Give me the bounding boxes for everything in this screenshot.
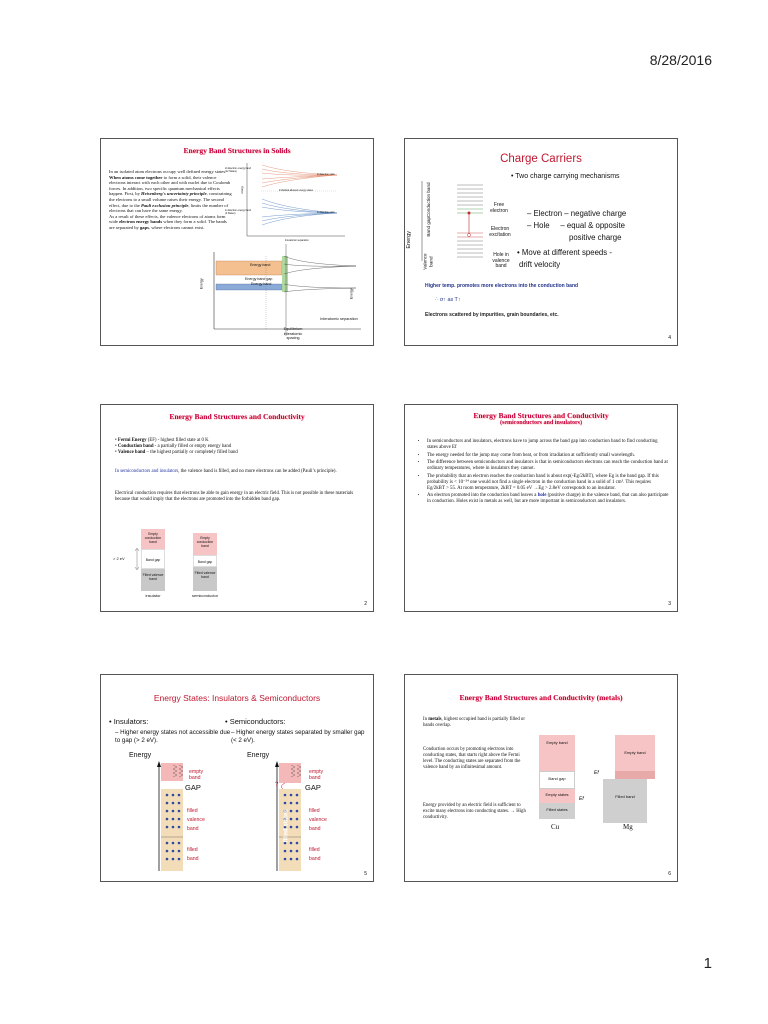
sigma-line: ∴ σ↑ as T↑ [435,297,461,303]
mg-empty-band: Empty band [615,735,655,779]
slide-title: Energy Band Structures and Conductivity (metals) [459,693,623,702]
label-energy-axis: Energy [199,278,204,290]
label-equilibrium: Equilibrium interatomic spacing [283,327,303,341]
metals-paragraph-2: Conduction occurs by promoting electrons into conducting states, that starts right above the Fermi level. The conducting states are separated from the valence band by an infinitesimal amount. [423,747,521,770]
filled-band-label-2: filled band [309,847,321,862]
move-line-2: drift velocity [519,260,561,269]
semi-band-gap: Band gap [193,555,217,567]
bullet-list [419,439,669,507]
insulators-sub: – Higher energy states not accessible due to gap (> 2 eV). [115,729,231,744]
slide-title: Energy Band Structures and Conductivity [169,412,305,421]
label-semiconductor: semiconductor [191,593,218,598]
label-gt-2ev: > 2 eV [113,556,125,561]
slide-charge-carriers [404,138,678,346]
filled-states-label: filled states [283,809,290,843]
cu-label: Cu [551,823,560,831]
label-energy-small: Energy [240,186,244,194]
slide-energy-band-structures-solids [100,138,374,346]
label-band-gap: Band gap [426,216,432,237]
empty-band-label-2: empty band [309,769,324,781]
scatter-line: Electrons scattered by impurities, grain boundaries, etc. [425,312,559,318]
bullet-5: • An electron promoted into the conduction band leaves a hole (positive charge) in the valence band, that can also participate in conduction. Holes exist in metals as well, but are more important in semiconductors and insulators. [427,493,669,505]
energy-label-1: Energy [129,752,152,759]
bullet-4: • The probability that an electron reaches the conduction band is about exp(-Eg/2kBT), where Eg is the band gap. If this probability is < 10⁻²⁴ one would not find a single electron in the conduction band in a solid of 1 cm³. This requires Eg/2kBT > 55. At room temperature, 2kBT = 0.05 eV →Eg > 2.8eV corresponds to an insulator. [427,474,669,492]
slide-number: 4 [668,335,671,341]
mg-label: Mg [623,823,633,831]
bullet-two-mechanisms: • Two charge carrying mechanisms [511,173,620,180]
slide-band-structures-conductivity [100,404,374,612]
gap-arrow [133,547,141,571]
label-valence-band: Valence band [422,253,433,270]
question-mark: ? [275,782,279,788]
insulator-filled-band: Filled valence band [141,569,165,591]
mg-overlap [615,771,655,779]
label-energy-band: Energy band [250,263,271,267]
paragraph-1: In semiconductors and insulators, the valence band is filled, and no more electrons can be added (Pauli’s principle). [115,469,337,474]
label-1s-band: 1s Electron energy band (2 States) [225,209,251,215]
move-line: • Move at different speeds - [517,248,612,257]
slide-title: Charge Carriers [500,153,582,165]
slide-title: Energy Band Structures and Conductivity [473,411,609,420]
label-energy-axis-2: Energy [349,288,354,300]
label-conduction-band: Conduction band [426,182,432,218]
slide-energy-states [100,674,374,882]
semiconductors-sub: – Higher energy states separated by smaller gap (< 2 eV). [231,729,365,744]
label-2s-state: 2s Electron state [317,173,335,176]
hole-line-2: positive charge [569,233,622,242]
label-free-electron: Free electron [490,202,508,214]
cu-fermi-level: Ef [579,796,584,802]
mg-fermi-level: Ef [594,770,599,776]
label-energy: Energy [406,230,413,249]
electron-line: – Electron – negative charge [527,209,627,218]
slide-number: 6 [668,871,671,877]
empty-band-label-1: empty band [189,769,204,781]
filled-band-label-1: filled band [187,847,199,862]
mg-filled-band: Filled band [603,779,647,823]
label-interatomic-small: Interatomic separation [285,239,309,242]
cu-empty-states: Empty states [539,789,575,803]
label-insulator: insulator [145,593,161,598]
slide-number: 3 [668,601,671,607]
bullet-1: • In semiconductors and insulators, electrons have to jump across the band gap into conduction band to find conducting states above Ef [427,439,669,451]
label-individual-states: Individual allowed energy states [279,189,313,192]
semi-empty-band: Empty conduction band [193,533,217,555]
metals-paragraph-3: Energy provided by an electric field is sufficient to excite many electrons into conducting states. → High conductivity. [423,803,526,820]
slide-number: 5 [364,871,367,877]
slide-subtitle: (semiconductors and insulators) [499,420,582,426]
semi-filled-band: Filled valence band [193,567,217,591]
paragraph-2: Electrical conduction requires that electrons be able to gain energy in an electric field. This is not possible in these materials because that would imply that the electrons are promoted into the forbidden band gap. [115,491,354,502]
bullet-2: • The energy needed for the jump may come from heat, or from irradiation at sufficiently small wavelength. [427,453,669,459]
energy-label-2: Energy [247,752,270,759]
gap-label-1: GAP [185,783,201,792]
slide-title: Energy States: Insulators & Semiconductors [153,693,321,703]
label-hole-valence: Hole in valence band [492,252,510,270]
filled-valence-label-1: filled valence band [187,808,205,832]
page-number: 1 [703,955,712,972]
cu-empty-band: Empty band [539,735,575,771]
definitions-list: • Fermi Energy (EF) - highest filled state at 0 K • Conduction band - a partially filled or empty energy band • Valence band – the highest partially or completely filled band [115,438,238,455]
cu-band-gap: Band gap [539,771,575,789]
label-energy-band-2: Energy band [251,282,272,286]
bullet-3: • The difference between semiconductors and insulators is that in semiconductors electrons can reach the conduction band at ordinary temperatures, where in insulators they cannot. [427,460,669,472]
slide-conductivity-metals [404,674,678,882]
label-1s-state: 1s Electron state [317,211,335,214]
label-electron-excitation: Electron excïtation [489,226,511,238]
label-2s-band: 2s Electron energy band (12 States) [225,167,251,173]
insulator-empty-band: Empty conduction band [141,529,165,549]
insulators-heading: • Insulators: [109,717,149,726]
slide-number: 2 [364,601,367,607]
label-energy-band-gap: Energy band gap [245,277,273,281]
slide-title: Energy Band Structures in Solids [183,146,291,155]
semiconductors-heading: • Semiconductors: [225,717,286,726]
metals-paragraph-1: In metals, highest occupied band is partially filled or bands overlap. [423,717,525,728]
filled-valence-label-2: filled valence band [309,808,327,832]
hole-line: – Hole – equal & opposite [527,221,625,230]
gap-label-2: GAP [305,783,321,792]
slide-semiconductors-insulators [404,404,678,612]
slide-body-text: In an isolated atom electrons occupy well defined energy states When atoms come together to form a solid, their valence electrons interact with each other and with nuclei due to Coulomb forces. In addition, two specific quantum mechanical effects happen. First, by Heisenberg's uncertainty principle, constraining the electrons to a small volume raises their energy. The second effect, due to the Pauli exclusion principle, limits the number of electrons that can have the same energy. As a result of these effects, the valence electrons of atoms form wide electron energy bands when they form a solid. The bands are separated by gaps, where electrons cannot exist. [109,169,232,230]
label-interatomic: Interatomic separation [320,317,358,321]
date: 8/28/2016 [649,52,712,68]
higher-temp-line: Higher temp. promotes more electrons into the conduction band [425,283,579,289]
insulator-band-gap: Band gap [141,549,165,569]
cu-filled-states: Filled states [539,803,575,819]
